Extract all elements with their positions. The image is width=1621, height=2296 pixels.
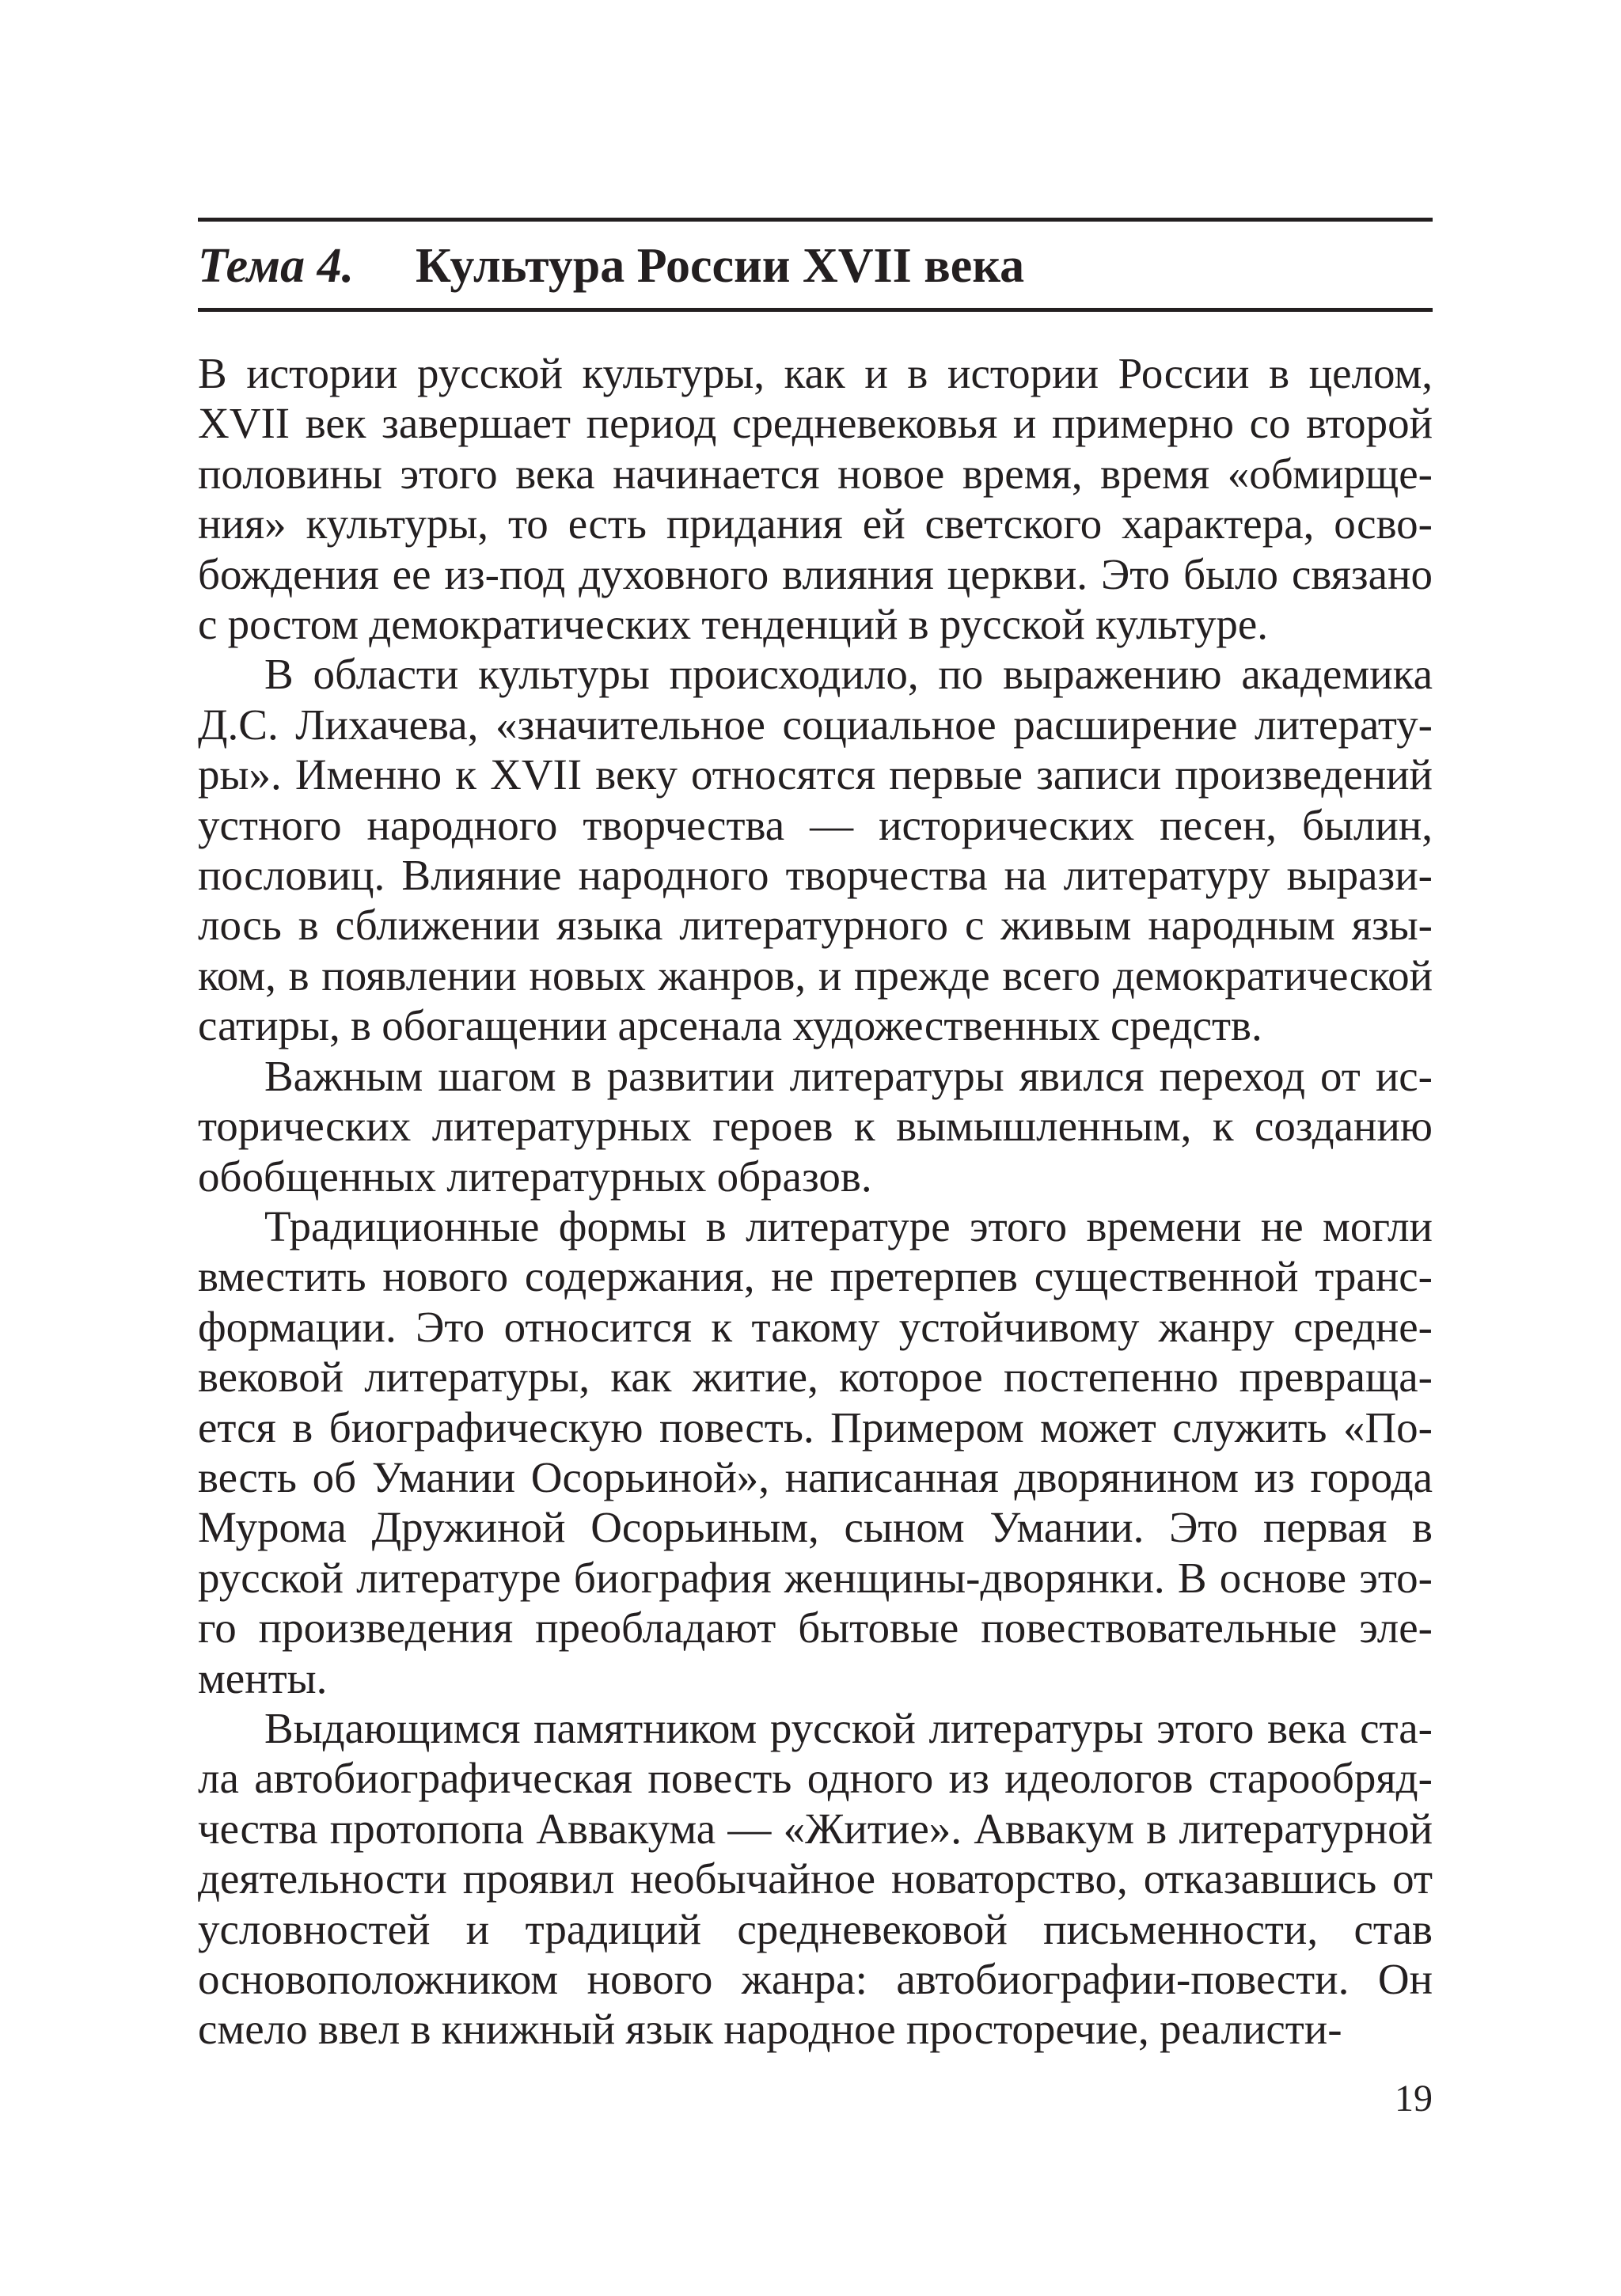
paragraph-3: Важным шагом в развитии литературы явился переход от исторических литературных героев к вымышленным, к созданию обобщенных литературных образов.	[198, 1051, 1433, 1201]
paragraph-2: В области культуры происходило, по выражению академика Д.С. Лихачева, «значительное социальное расширение литературы». Именно к XVII веку относятся первые записи произведений устного народного творчества — исторических песен, былин, пословиц. Влияние народного творчества на литературу выразилось в сближении языка литературного с живым народным языком, в появлении новых жанров, и прежде всего демократической сатиры, в обогащении арсенала художественных средств.	[198, 650, 1433, 1050]
body-text	[198, 348, 1433, 2055]
heading-bottom-rule	[198, 308, 1433, 312]
chapter-heading	[198, 234, 1433, 298]
chapter-label: Тема 4.	[198, 239, 355, 293]
page-number: 19	[1395, 2078, 1433, 2120]
heading-top-rule	[198, 218, 1433, 222]
paragraph-4: Традиционные формы в литературе этого времени не могли вместить нового содержания, не претерпев существенной трансформации. Это относится к такому устойчивому жанру средневековой литературы, как житие, которое постепенно превращается в биографическую повесть. Примером может служить «Повесть об Умании Осорьиной», написанная дворянином из города Мурома Дружиной Осорьиным, сыном Умании. Это первая в русской литературе биография женщины-дворянки. В основе этого произведения преобладают бытовые повествовательные элементы.	[198, 1201, 1433, 1702]
paragraph-1: В истории русской культуры, как и в истории России в целом, XVII век завершает период средневековья и примерно со второй половины этого века начинается новое время, время «обмирщения» культуры, то есть придания ей светского характера, освобождения ее из-под духовного влияния церкви. Это было связано с ростом демократических тенденций в русской культуре.	[198, 349, 1433, 649]
paragraph-5: Выдающимся памятником русской литературы этого века стала автобиографическая повесть одного из идеологов старообрядчества протопопа Аввакума — «Житие». Аввакум в литературной деятельности проявил необычайное новаторство, отказавшись от условностей и традиций средневековой письменности, став основоположником нового жанра: автобиографии-повести. Он смело ввел в книжный язык народное просторечие, реалисти-	[198, 1703, 1433, 2054]
chapter-title: Культура России XVII века	[416, 239, 1025, 293]
